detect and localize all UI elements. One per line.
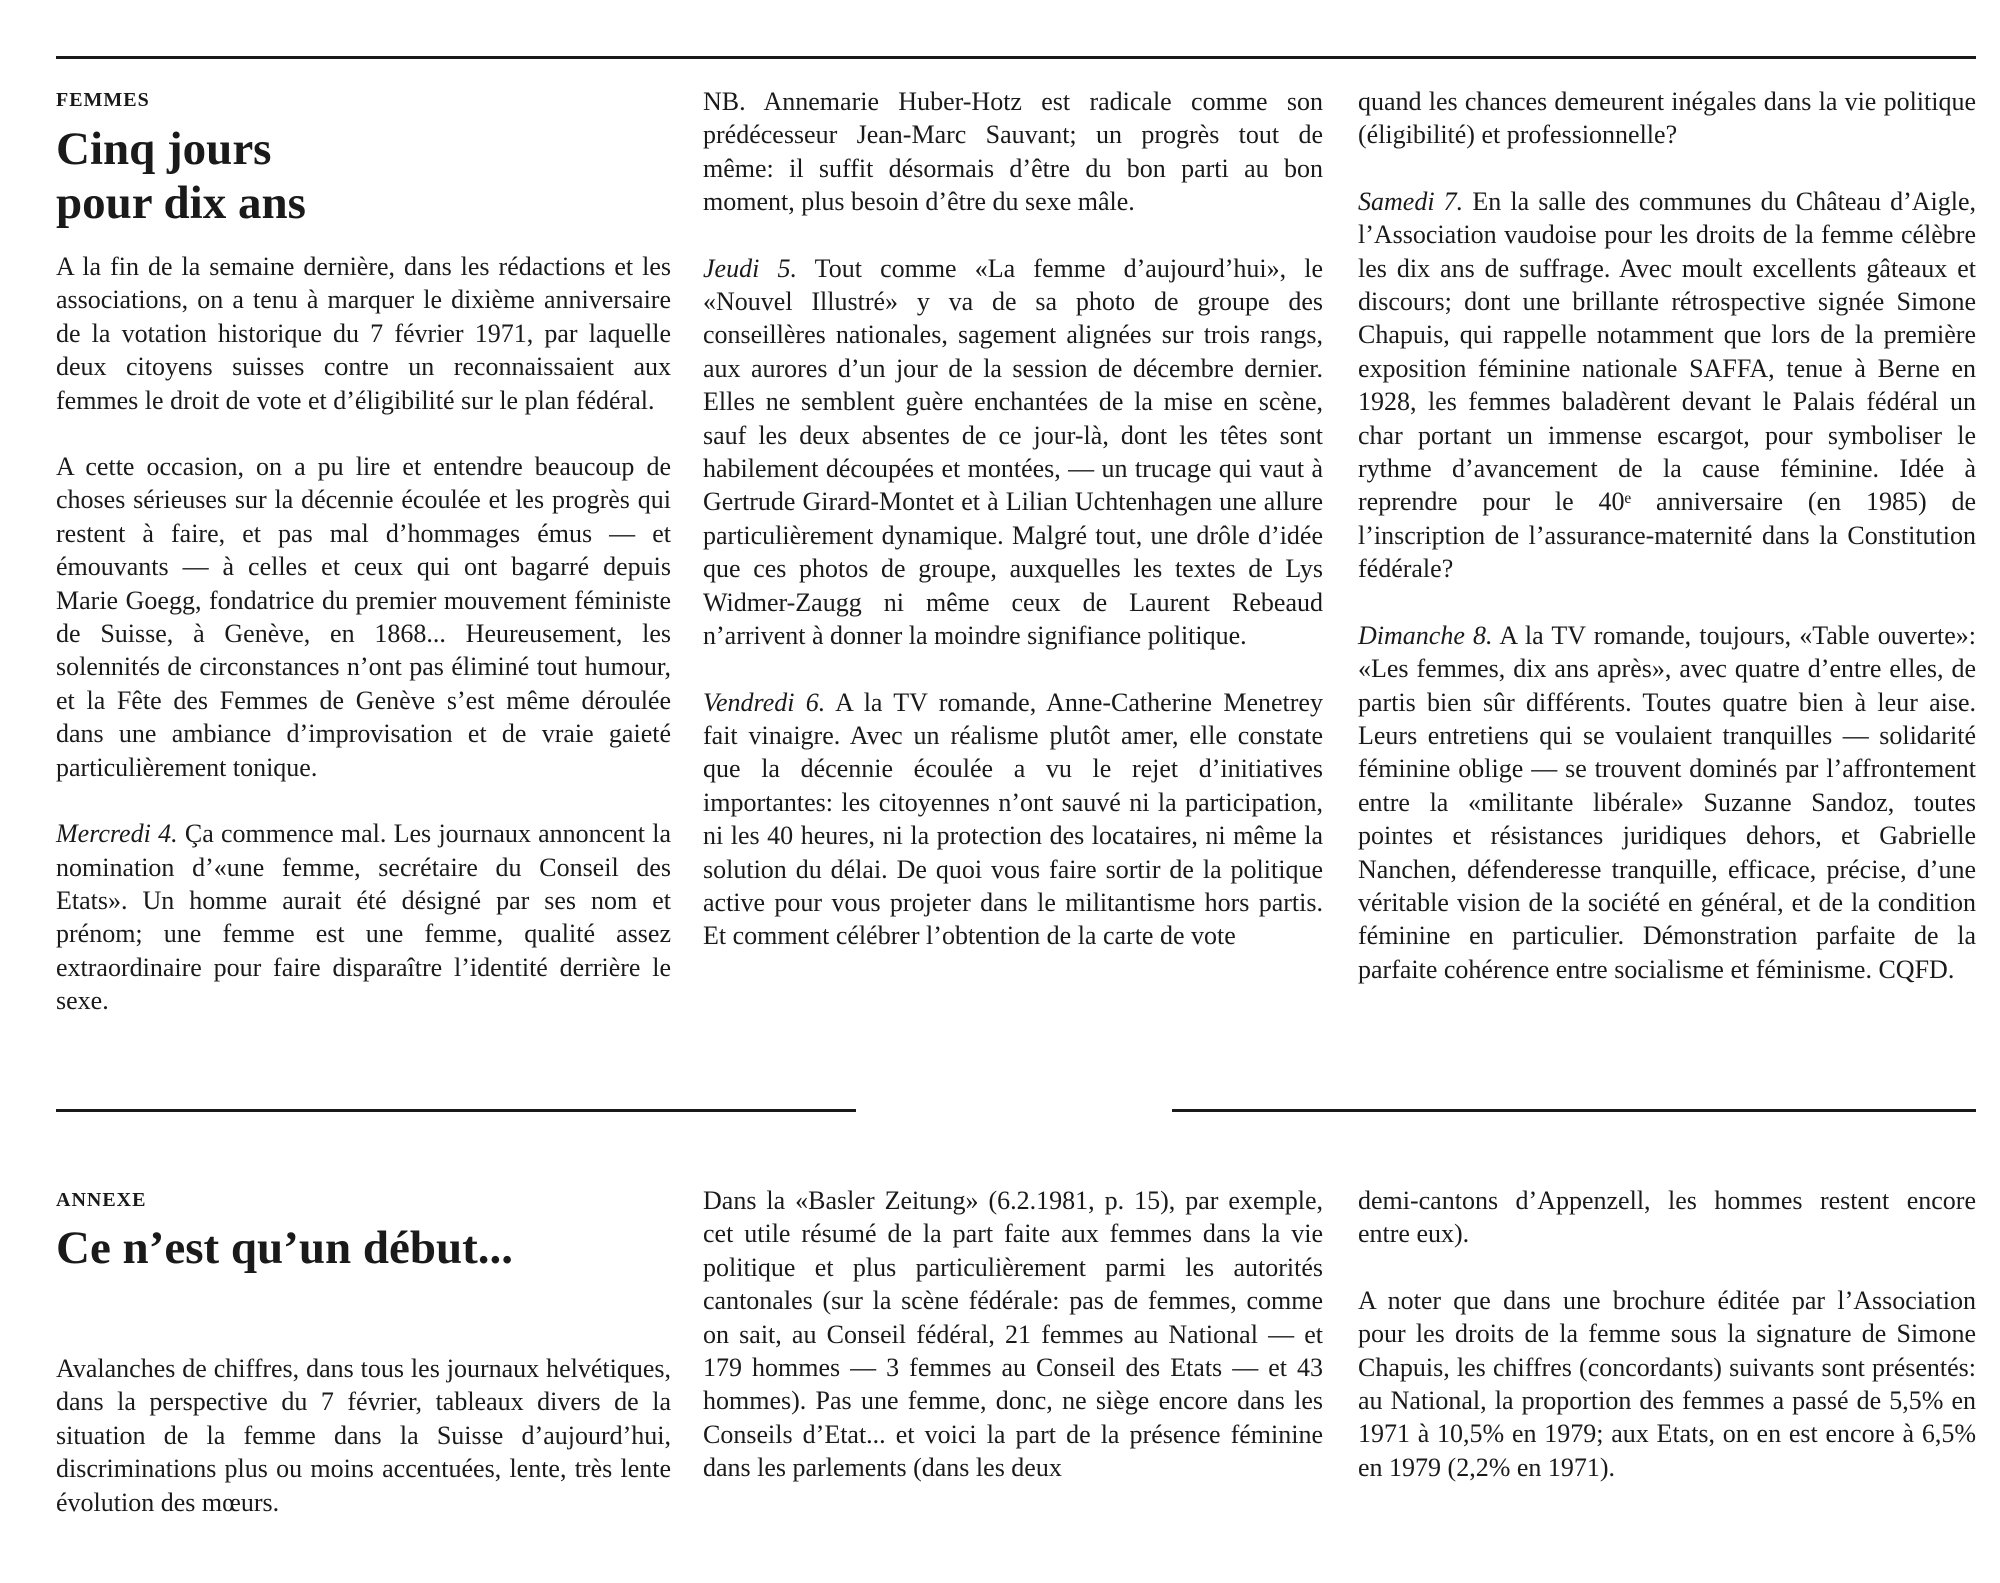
vendredi-text: A la TV romande, Anne-Catherine Menetrey fait vinaigre. Avec un réalisme plutôt amer, elle constate que la décennie écoulée a vu le rejet d’initiatives importantes: les citoyennes n’ont sauvé ni la participation, ni les 40 heures, ni la protection des locataires, ni même la solution du délai. De quoi vous faire sortir de la politique active pour vous projeter dans le militantisme hors partis. Et comment célébrer l’obtention de la carte de vote: [703, 687, 1323, 951]
article-column-2: [703, 85, 1323, 953]
section-divider-left: [56, 1109, 856, 1112]
dimanche-text: A la TV romande, toujours, «Table ouverte»: «Les femmes, dix ans après», avec quatre d’entre elles, de partis bien sûr différents. Toutes quatre bien à leur aise. Leurs entretiens qui se voulaient tranquilles — solidarité féminine oblige — se trouvent dominés par l’affrontement entre la «militante libérale» Suzanne Sandoz, toutes pointes et résistances juridiques dehors, et Gabrielle Nanchen, défenderesse tranquille, efficace, précise, d’une véritable vision de la société en général, et de la condition féminine en particulier. Démonstration parfaite de la parfaite cohérence entre socialisme et féminisme. CQFD.: [1358, 620, 1976, 984]
paragraph-occasion: A cette occasion, on a pu lire et entendre beaucoup de choses sérieuses sur la décennie écoulée et les progrès qui restent à faire, et pas mal d’hommages émus — et émouvants — à celles et ceux qui ont bagarré depuis Marie Goegg, fondatrice du premier mouvement féministe de Suisse, à Genève, en 1868... Heureusement, les solennités de circonstances n’ont pas éliminé tout humour, et la Fête des Femmes de Genève s’est même déroulée dans une ambiance d’improvisation et de vraie gaieté particulièrement tonique.: [56, 452, 671, 782]
section-kicker: FEMMES: [56, 89, 150, 111]
paragraph-brochure: A noter que dans une brochure éditée par l’Association pour les droits de la femme sous la signature de Simone Chapuis, les chiffres (concordants) suivants sont présentés: au National, la proportion des femmes a passé de 5,5% en 1971 à 10,5% en 1979; aux Etats, on en est encore à 6,5% en 1979 (2,2% en 1971).: [1358, 1285, 1976, 1482]
annexe-column-2: [703, 1184, 1323, 1485]
day-label-mercredi: Mercredi 4.: [56, 819, 178, 849]
section-divider-right: [1172, 1109, 1976, 1112]
paragraph-nb: NB. Annemarie Huber-Hotz est radicale comme son prédécesseur Jean-Marc Sauvant; un progrès tout de même: il suffit désormais d’être du bon parti au bon moment, plus besoin d’être du sexe mâle.: [703, 87, 1323, 217]
day-label-dimanche: Dimanche 8.: [1358, 620, 1493, 650]
article-column-1: [56, 250, 671, 1018]
paragraph-vendredi: [703, 686, 1323, 953]
paragraph-basler-zeitung: Dans la «Basler Zeitung» (6.2.1981, p. 15), par exemple, cet utile résumé de la part faite aux femmes dans la vie politique et plus particulièrement parmi les autorités cantonales (sur la scène fédérale: pas de femmes, comme on sait, au Conseil fédéral, 21 femmes au National — et 179 hommes — 3 femmes au Conseil des Etats — et 43 hommes). Pas une femme, donc, ne siège encore dans les Conseils d’Etat... et voici la part de la présence féminine dans les parlements (dans les deux: [703, 1186, 1323, 1483]
day-label-jeudi: Jeudi 5.: [703, 253, 797, 283]
paragraph-jeudi: [703, 252, 1323, 653]
annexe-column-1: [56, 1352, 671, 1519]
paragraph-appenzell: demi-cantons d’Appenzell, les hommes restent encore entre eux).: [1358, 1186, 1976, 1249]
samedi-text: En la salle des communes du Château d’Aigle, l’Association vaudoise pour les droits de la femme célèbre les dix ans de suffrage. Avec moult excellents gâteaux et discours; dont une brillante rétrospective signée Simone Chapuis, qui rappelle notamment que lors de la première exposition féminine nationale SAFFA, tenue à Berne en 1928, les femmes baladèrent devant le Palais fédéral un char portant un immense escargot, pour symboliser le rythme d’avancement de la cause féminine. Idée à reprendre pour le 40ᵉ anniversaire (en 1985) de l’inscription de l’assurance-maternité dans la Constitution fédérale?: [1358, 186, 1977, 584]
paragraph-samedi: [1358, 185, 1976, 586]
top-rule: [56, 56, 1976, 59]
section-kicker: ANNEXE: [56, 1189, 147, 1211]
title-line-1: Cinq jours: [56, 123, 272, 175]
annexe-column-3: [1358, 1184, 1976, 1484]
paragraph-mercredi: [56, 817, 671, 1017]
paragraph-intro: A la fin de la semaine dernière, dans les rédactions et les associations, on a tenu à marquer le dixième anniversaire de la votation historique du 7 février 1971, par laquelle deux citoyens suisses contre un reconnaissaient aux femmes le droit de vote et d’éligibilité sur le plan fédéral.: [56, 252, 671, 415]
day-label-samedi: Samedi 7.: [1358, 186, 1464, 216]
paragraph-avalanches: Avalanches de chiffres, dans tous les journaux helvétiques, dans la perspective du 7 février, tableaux divers de la situation de la femme dans la Suisse d’aujourd’hui, discriminations plus ou moins accentuées, lente, très lente évolution des mœurs.: [56, 1354, 671, 1517]
article-title: Ce n’est qu’un début...: [56, 1222, 514, 1274]
paragraph-continuation: quand les chances demeurent inégales dans la vie politique (éligibilité) et professionnelle?: [1358, 87, 1976, 150]
article-title: [56, 122, 656, 230]
mercredi-text: Ça commence mal. Les journaux annoncent la nomination d’«une femme, secrétaire du Conseil des Etats». Un homme aurait été désigné par ses nom et prénom; une femme est une femme, qualité assez extraordinaire pour faire disparaître l’identité derrière le sexe.: [56, 819, 672, 1016]
paragraph-dimanche: [1358, 619, 1976, 986]
article-column-3: [1358, 85, 1976, 986]
title-line-2: pour dix ans: [56, 177, 306, 229]
jeudi-text: Tout comme «La femme d’aujourd’hui», le «Nouvel Illustré» y va de sa photo de groupe des conseillères nationales, sagement alignées sur trois rangs, aux aurores d’un jour de la session de décembre dernier. Elles ne semblent guère enchantées de la mise en scène, sauf les deux absentes de ce jour-là, dont les têtes sont habilement découpées et montées, — un trucage qui vaut à Gertrude Girard-Montet et à Lilian Uchtenhagen une allure particulièrement dynamique. Malgré tout, une drôle d’idée que ces photos de groupe, auxquelles les textes de Lys Widmer-Zaugg ni même ceux de Laurent Rebeaud n’arrivent à donner la moindre signifiance politique.: [703, 253, 1324, 651]
day-label-vendredi: Vendredi 6.: [703, 687, 826, 717]
